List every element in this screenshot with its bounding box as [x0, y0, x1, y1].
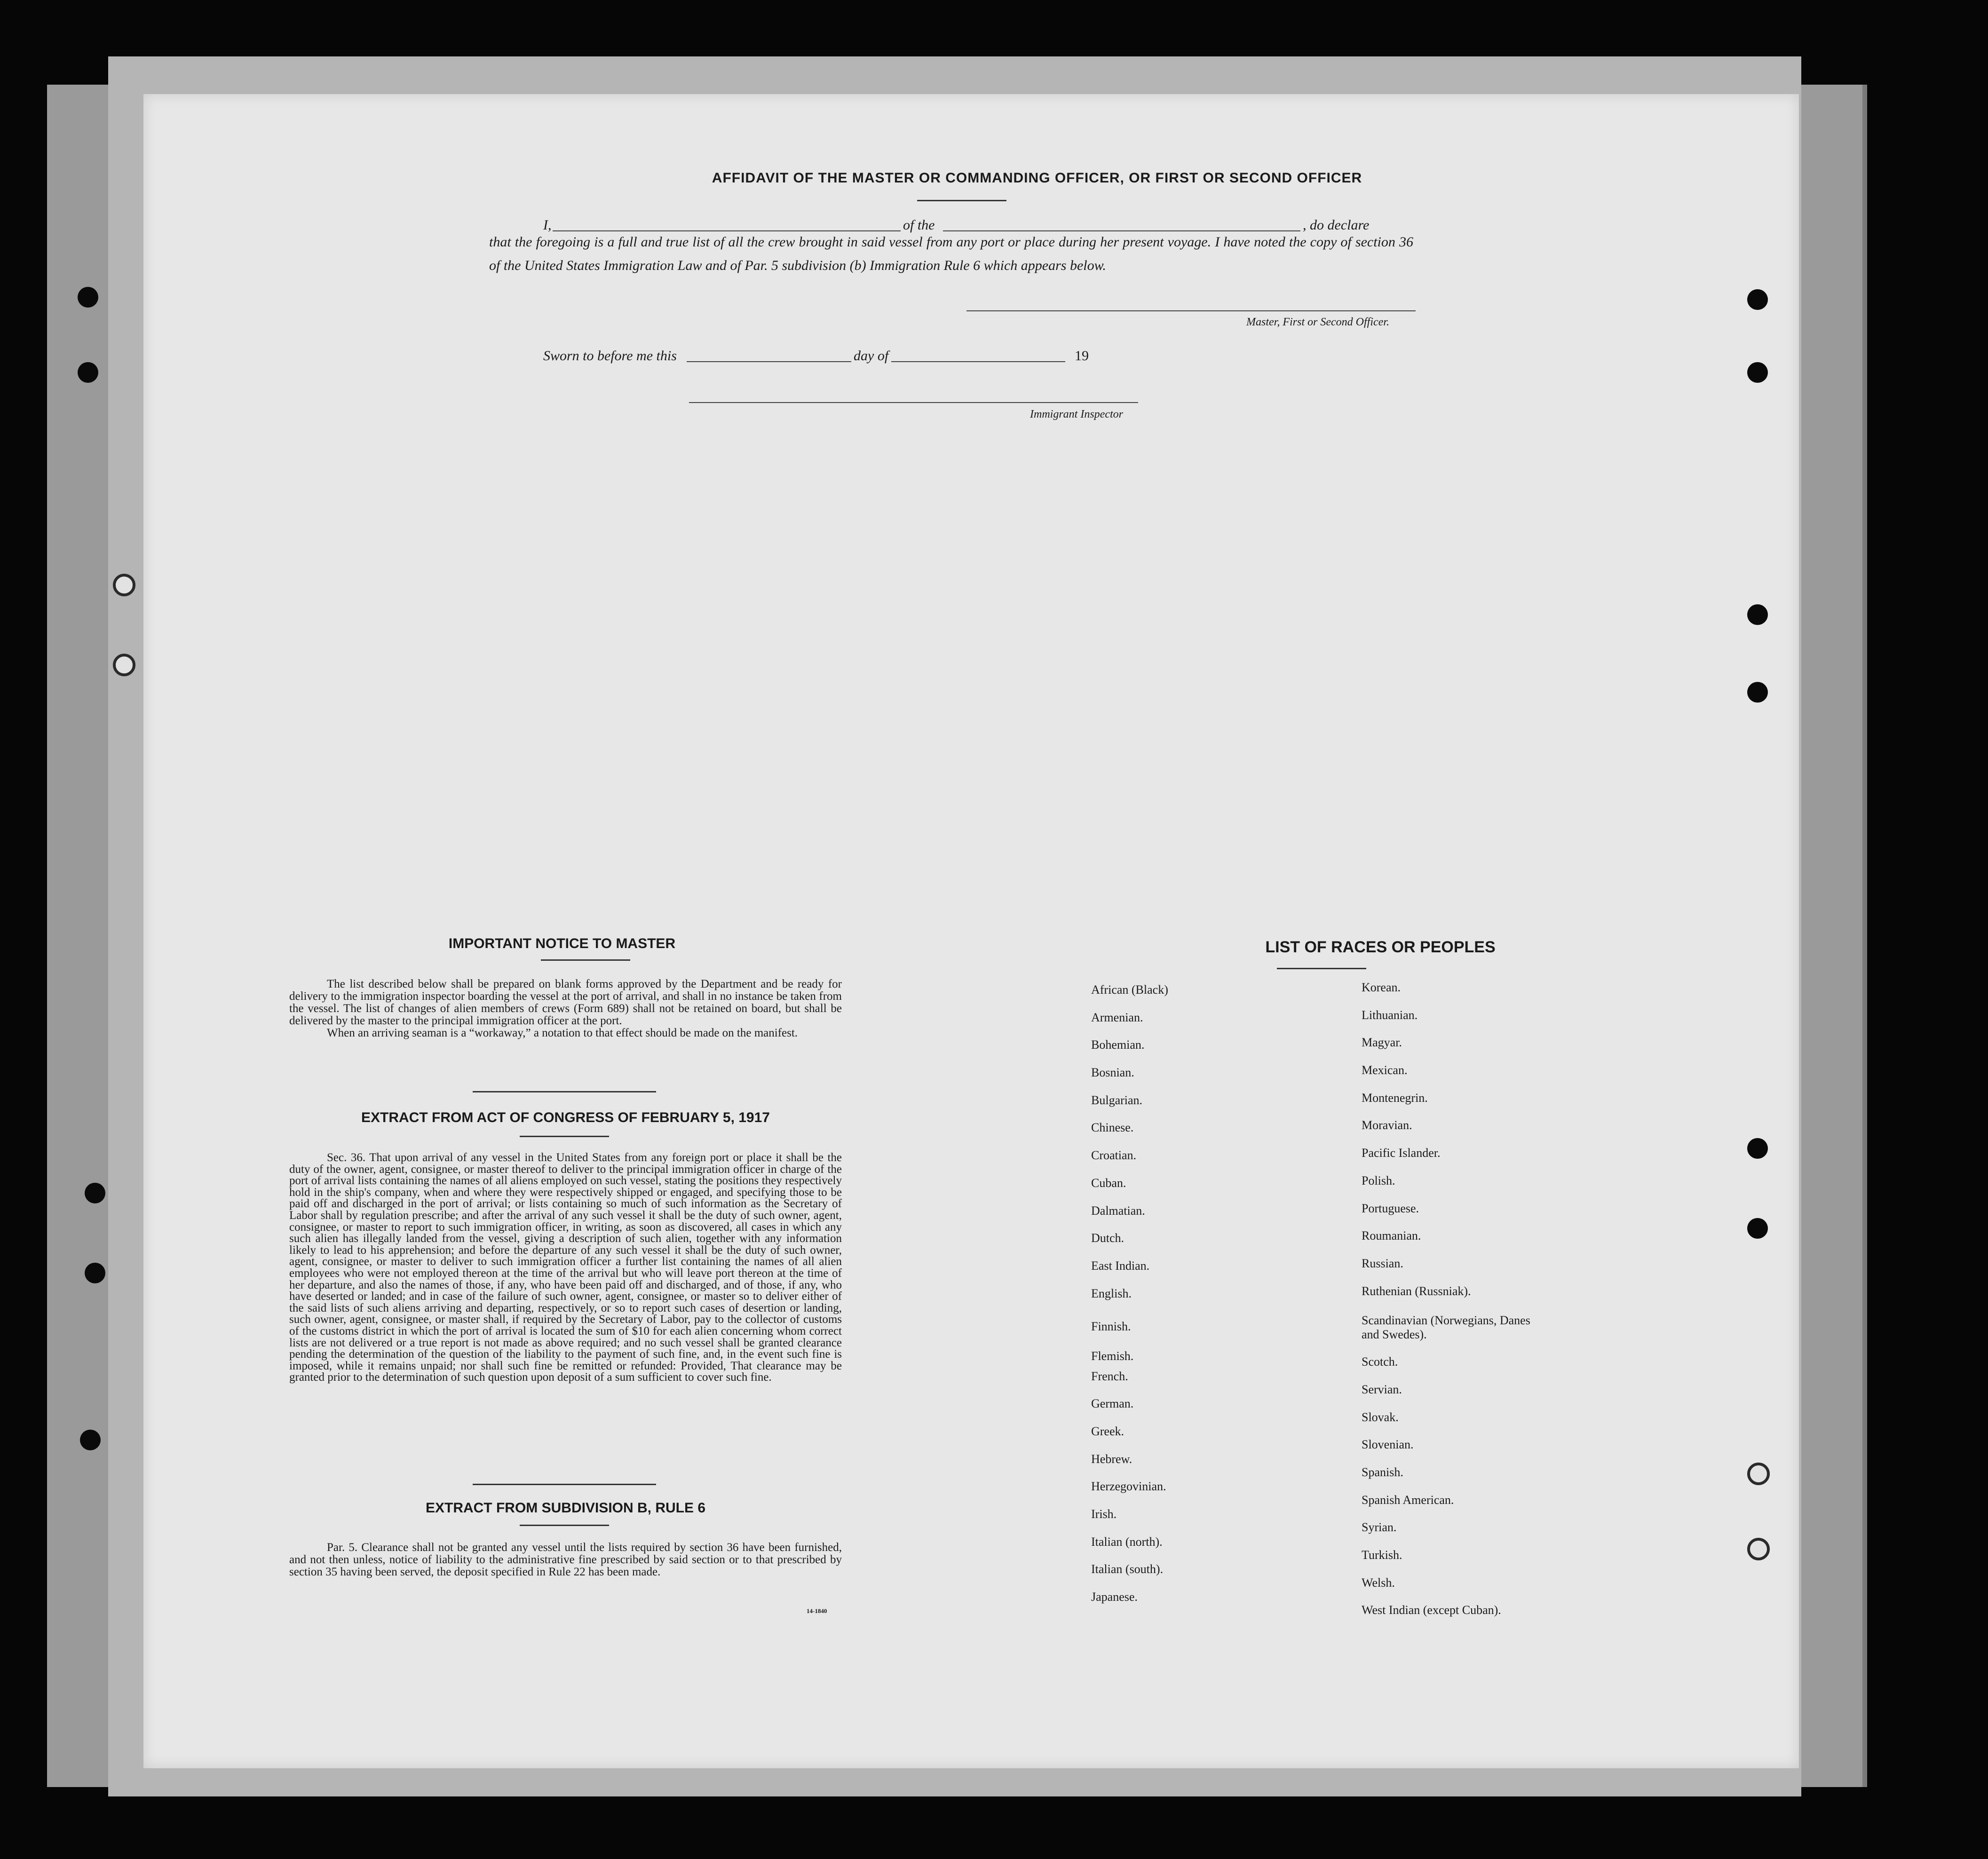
race-item: Polish. — [1362, 1173, 1395, 1187]
race-item: Bosnian. — [1091, 1066, 1134, 1080]
binder-hole-icon — [1747, 1463, 1770, 1485]
race-item: Slovenian. — [1362, 1438, 1414, 1452]
binder-hole-icon — [1747, 604, 1768, 625]
race-item: Syrian. — [1362, 1520, 1397, 1535]
binder-hole-icon — [113, 574, 135, 596]
binder-hole-icon — [1747, 289, 1768, 310]
divider — [473, 1484, 656, 1485]
race-item: Dalmatian. — [1091, 1203, 1145, 1218]
race-item: Welsh. — [1362, 1575, 1395, 1590]
race-item: English. — [1091, 1286, 1132, 1300]
race-item: Chinese. — [1091, 1121, 1134, 1135]
race-item: Moravian. — [1362, 1118, 1412, 1132]
notice-title: IMPORTANT NOTICE TO MASTER — [448, 936, 676, 951]
race-item: Spanish American. — [1362, 1493, 1454, 1507]
divider — [541, 959, 630, 961]
race-item: Croatian. — [1091, 1148, 1137, 1163]
race-item: Russian. — [1362, 1256, 1403, 1270]
notice-paragraph: The list described below shall be prepared on blank forms approved by the Department and be ready for delivery to the immigration inspector boarding the vessel at the port of arrival, and shall in no instance be taken from the vessel. The list of changes of alien members of crews (Form 689) shall not be retained on board, but shall be delivered by the master to the principal immigration officer at the port. — [289, 978, 842, 1027]
year-label: 19 — [1075, 348, 1089, 364]
form-number: 14-1840 — [807, 1607, 827, 1614]
races-right-column — [1362, 981, 1653, 1631]
race-item: Mexican. — [1362, 1063, 1408, 1077]
divider — [1277, 968, 1366, 969]
race-item: Bulgarian. — [1091, 1093, 1143, 1107]
race-item: Magyar. — [1362, 1036, 1402, 1050]
divider — [917, 200, 1006, 201]
races-left-column — [1091, 983, 1326, 1618]
binder-hole-icon — [85, 1183, 105, 1203]
extract-rule-title: EXTRACT FROM SUBDIVISION B, RULE 6 — [425, 1500, 706, 1516]
race-item: French. — [1091, 1369, 1128, 1383]
binder-hole-icon — [113, 654, 135, 676]
binder-hole-icon — [1747, 362, 1768, 383]
day-of-label: day of — [854, 348, 889, 364]
race-item: Dutch. — [1091, 1231, 1125, 1245]
race-item: Hebrew. — [1091, 1452, 1133, 1466]
race-item: Cuban. — [1091, 1176, 1126, 1190]
races-title: LIST OF RACES OR PEOPLES — [1265, 938, 1496, 956]
extract-act-body: Sec. 36. That upon arrival of any vessel in the United States from any foreign port or place it shall be the duty of the owner, agent, consignee, or master thereof to deliver to the principal immigration officer in charge of the port of arrival lists containing the names of all aliens employed on such vessel, stating the positions they respectively hold in the ship's company, when and where they were respectively shipped or engaged, and specifying those to be paid off and discharged in the port of arrival; or lists containing so much of such information as the Secretary of Labor shall by regulation prescribe; and after the arrival of any such vessel it shall be the duty of such owner, agent, consignee, or master to report to such immigration officer, in writing, as soon as discovered, all cases in which any such alien has illegally landed from the vessel, giving a description of such alien, together with any information likely to lead to his apprehension; and before the departure of any such vessel it shall be the duty of such owner, agent, consignee, or master to deliver to such immigration officer a further list containing the names of all alien employees who were not employed thereon at the time of the arrival but who will leave port thereon at the time of her departure, and also the names of those, if any, who have been paid off and discharged, and of those, if any, who have deserted or landed; and in case of the failure of such owner, agent, consignee, or master so to deliver either of the said lists of such aliens arriving and departing, respectively, or so to report such cases of desertion or landing, such owner, agent, consignee, or master shall, if required by the Secretary of Labor, pay to the collector of customs of the customs district in which the port of arrival is located the sum of $10 for each alien concerning whom correct lists are not delivered or a true report is not made as above required; and no such vessel shall be granted clearance pending the determination of the question of the liability to the payment of such fine, and, in the event such fine is imposed, while it remains unpaid; nor shall such fine be remitted or refunded: Provided, That clearance may be granted prior to the determination of such question upon deposit of a sum sufficient to cover such fine. — [289, 1151, 842, 1384]
binder-hole-icon — [80, 1430, 101, 1450]
extract-act-title: EXTRACT FROM ACT OF CONGRESS OF FEBRUARY 5, 1917 — [361, 1110, 770, 1125]
race-item: Portuguese. — [1362, 1201, 1419, 1215]
binder-hole-icon — [1747, 682, 1768, 703]
affidavit-title: AFFIDAVIT OF THE MASTER OR COMMANDING OFFICER, OR FIRST OR SECOND OFFICER — [712, 170, 1362, 186]
race-item: Bohemian. — [1091, 1038, 1145, 1052]
divider — [520, 1136, 609, 1137]
sworn-day-field — [687, 361, 851, 362]
master-signature-label: Master, First or Second Officer. — [1246, 316, 1389, 328]
race-item: Korean. — [1362, 981, 1401, 994]
declare-label: , do declare — [1303, 217, 1370, 233]
race-item: Japanese. — [1091, 1590, 1138, 1604]
race-item: Slovak. — [1362, 1410, 1399, 1424]
binder-hole-icon — [1747, 1218, 1768, 1239]
binder-hole-icon — [78, 362, 98, 383]
master-signature-field — [966, 310, 1416, 311]
declarant-prefix: I, — [543, 217, 552, 233]
race-item: Greek. — [1091, 1424, 1125, 1438]
race-item: East Indian. — [1091, 1258, 1150, 1273]
race-item: Montenegrin. — [1362, 1091, 1428, 1105]
race-item: Armenian. — [1091, 1010, 1143, 1024]
race-item: Spanish. — [1362, 1465, 1403, 1479]
extract-rule-body: Par. 5. Clearance shall not be granted any vessel until the lists required by section 36 have been furnished, and not then unless, notice of liability to the administrative fine prescribed by said section or to that prescribed by section 35 having been served, the deposit specified in Rule 22 has been made. — [289, 1541, 842, 1578]
divider — [520, 1525, 609, 1526]
manifest-page — [143, 94, 1799, 1768]
notice-body — [289, 978, 842, 1039]
affidavit-body: that the foregoing is a full and true list of all the crew brought in said vessel from any port or place during her present voyage. I have noted the copy of section 36 of the United States Immigration Law and of Par. 5 subdivision (b) Immigration Rule 6 which appears below. — [489, 234, 1413, 273]
race-item: Italian (north). — [1091, 1535, 1163, 1549]
race-item: Ruthenian (Russniak). — [1362, 1284, 1471, 1298]
race-item: Irish. — [1091, 1507, 1117, 1521]
race-item: Herzegovinian. — [1091, 1479, 1166, 1494]
race-item: Servian. — [1362, 1382, 1402, 1396]
vessel-of-label: of the — [903, 217, 935, 233]
inspector-label: Immigrant Inspector — [1030, 408, 1123, 420]
race-item: Pacific Islander. — [1362, 1146, 1441, 1160]
binder-hole-icon — [1747, 1538, 1770, 1560]
race-item: West Indian (except Cuban). — [1362, 1603, 1501, 1617]
divider — [473, 1091, 656, 1092]
race-item: Italian (south). — [1091, 1562, 1164, 1576]
race-item: Lithuanian. — [1362, 1008, 1418, 1022]
binder-hole-icon — [78, 287, 98, 308]
race-item: African (Black) — [1091, 983, 1168, 997]
race-item: Finnish. — [1091, 1320, 1131, 1334]
inspector-signature-field — [689, 402, 1138, 403]
race-item: Roumanian. — [1362, 1229, 1421, 1243]
binder-hole-icon — [85, 1263, 105, 1283]
race-item: German. — [1091, 1397, 1134, 1411]
race-item: Turkish. — [1362, 1548, 1402, 1562]
notice-paragraph: When an arriving seaman is a “workaway,” a notation to that effect should be made on the manifest. — [327, 1027, 798, 1039]
sworn-label: Sworn to before me this — [543, 348, 677, 364]
sworn-month-field — [891, 361, 1065, 362]
race-item: Scandinavian (Norwegians, Danes and Swedes). — [1362, 1313, 1530, 1342]
binder-hole-icon — [1747, 1138, 1768, 1159]
race-item: Flemish. — [1091, 1349, 1134, 1363]
race-item: Scotch. — [1362, 1355, 1398, 1369]
